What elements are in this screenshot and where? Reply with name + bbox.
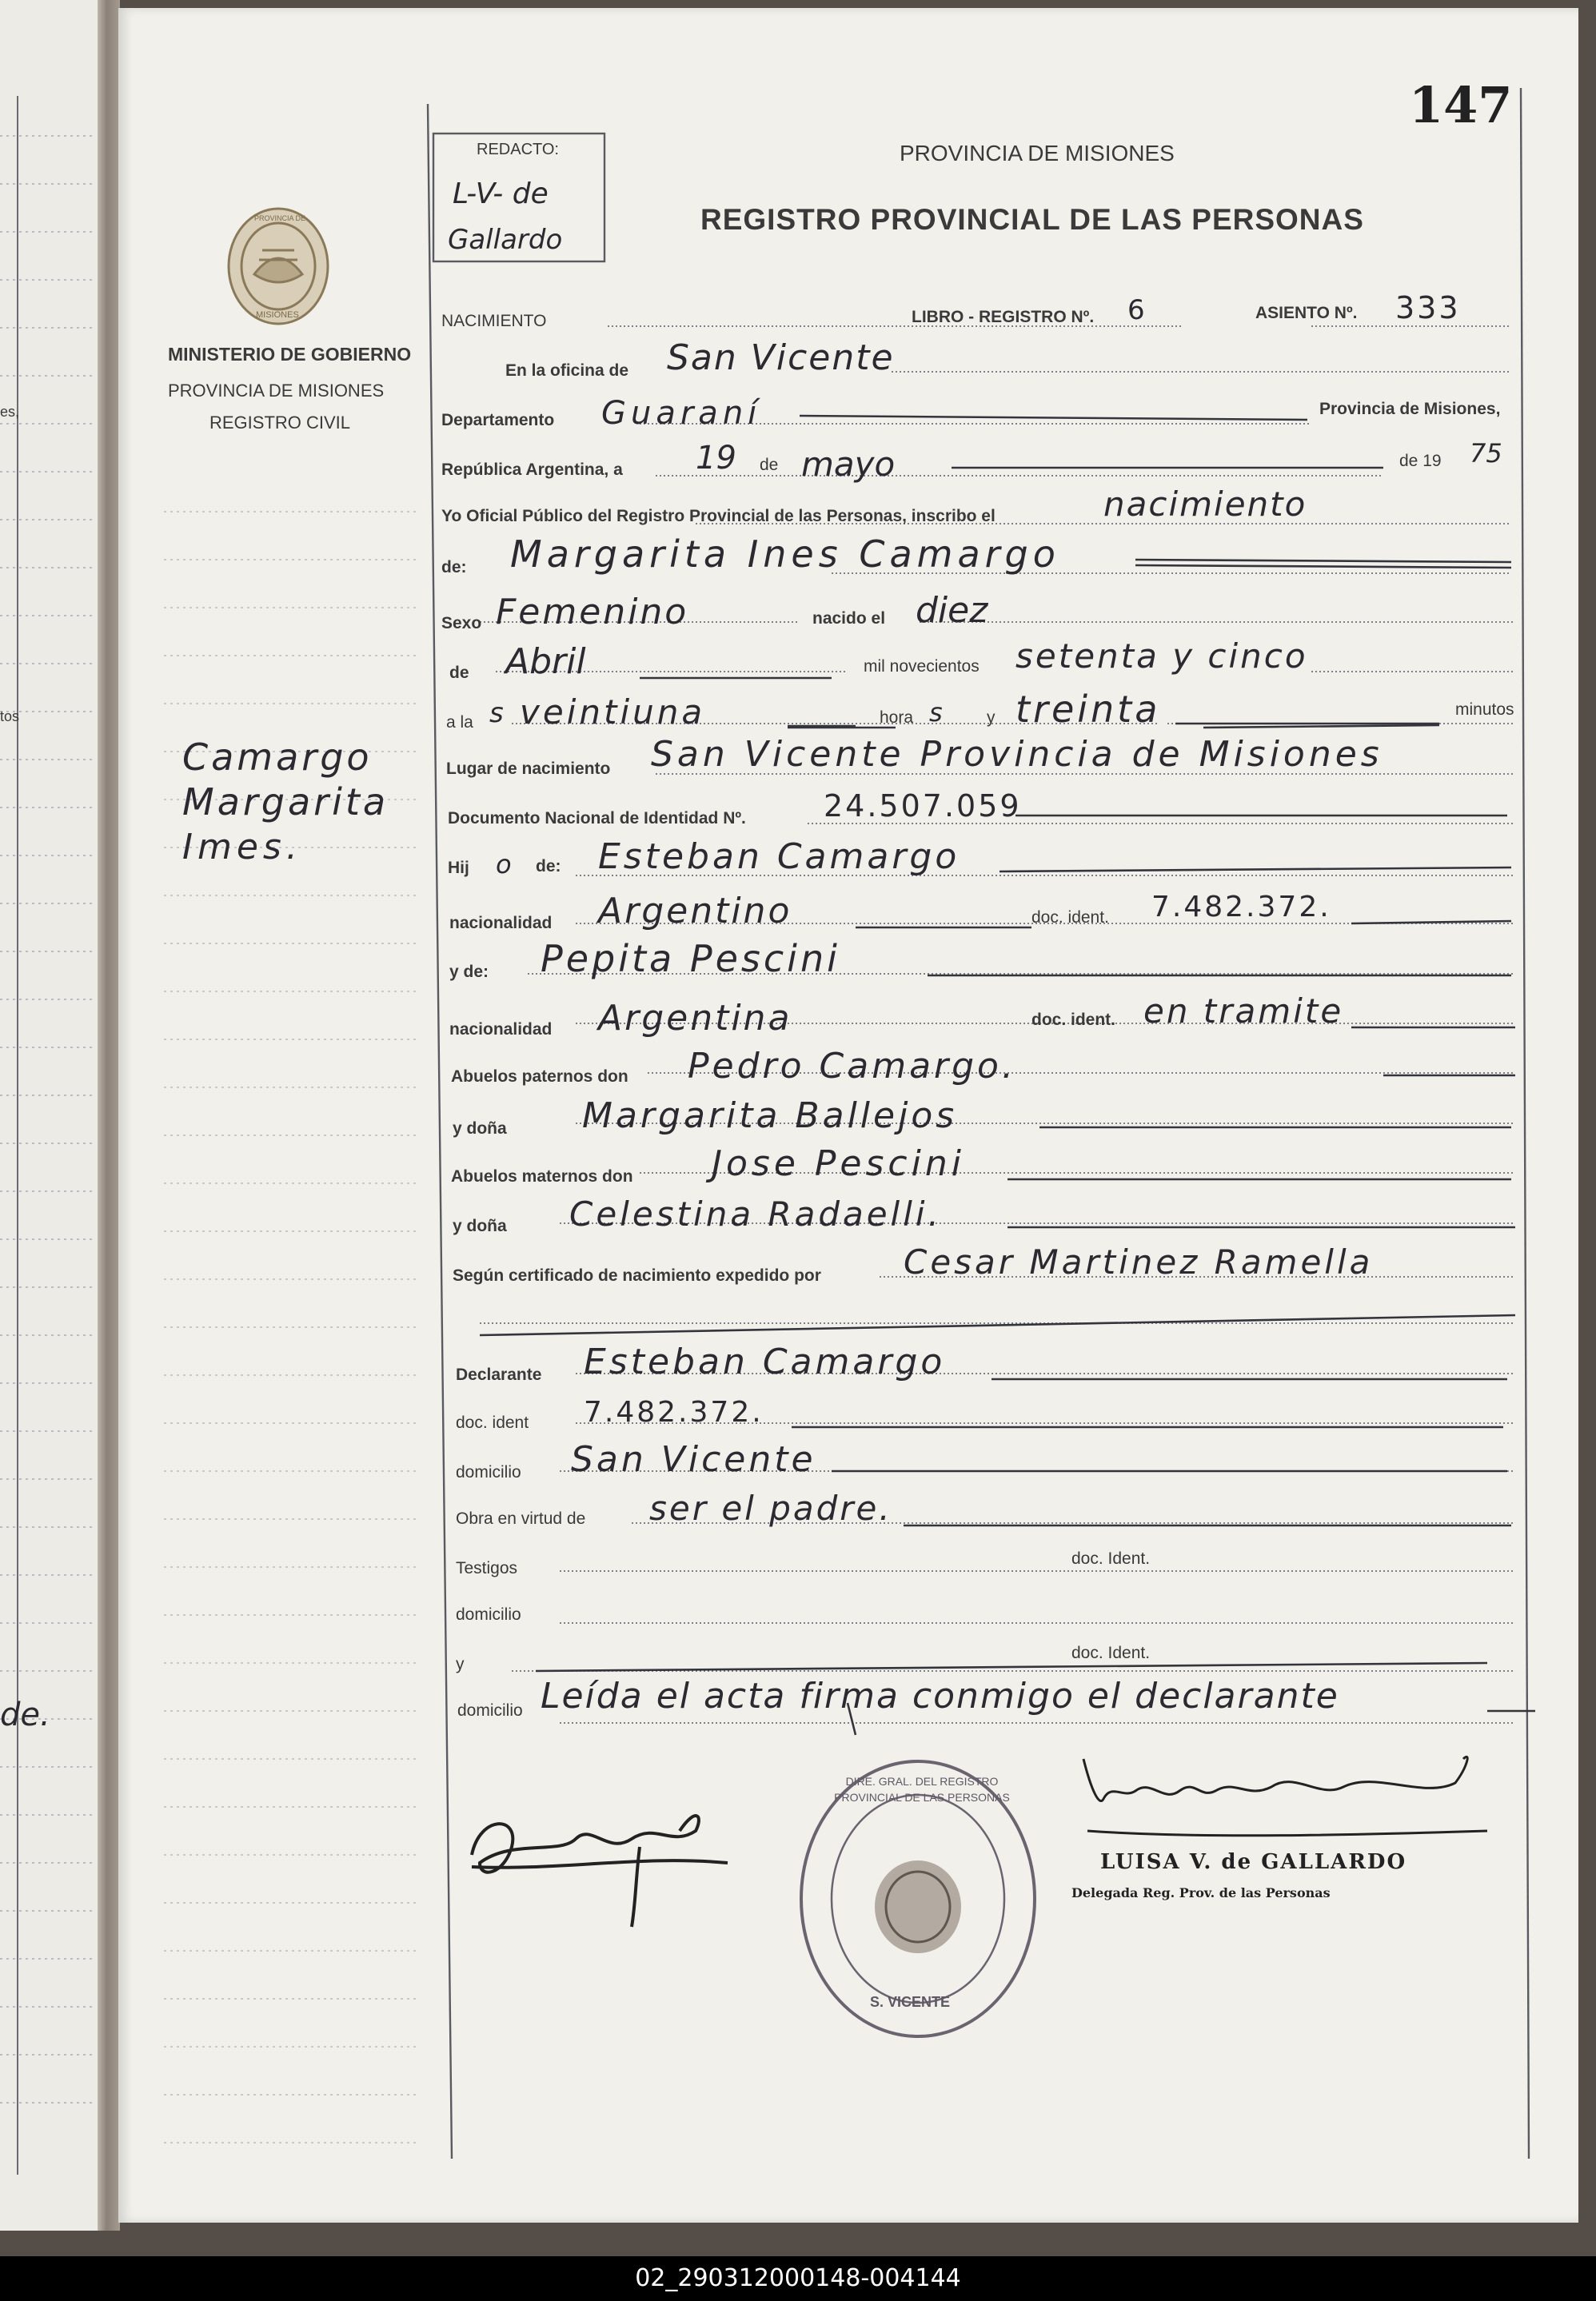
yde-label: y de:: [449, 963, 489, 981]
anio-label: de 19: [1399, 452, 1442, 470]
declarant-signature: [472, 1816, 728, 1927]
nac1-label: nacionalidad: [449, 914, 553, 932]
ydona2-label: y doña: [453, 1217, 507, 1235]
y-label: y: [987, 708, 996, 727]
ministry-line-1: MINISTERIO DE GOBIERNO: [168, 344, 412, 365]
nacimiento-label: NACIMIENTO: [441, 312, 547, 330]
alas-s: s: [489, 697, 504, 729]
libro-value: 6: [1127, 294, 1145, 326]
hijo-o: o: [496, 849, 512, 879]
de-label: de: [760, 456, 779, 474]
footer-id: 02_290312000148-004144: [635, 2264, 961, 2292]
provincia-label: Provincia de Misiones,: [1319, 400, 1501, 418]
alas-label: a la: [446, 713, 473, 732]
seal-text-top: DIRE. GRAL. DEL REGISTRO PROVINCIAL DE LAS PERSONAS: [834, 1775, 1010, 1804]
minutos-value: treinta: [1015, 688, 1161, 731]
margin-note-3: Imes.: [182, 827, 302, 867]
domicilio3-label: domicilio: [457, 1701, 523, 1720]
madre-value: Pepita Pescini: [541, 937, 840, 980]
nac2-value: Argentina: [598, 998, 792, 1039]
form-right-border: [1521, 88, 1529, 2159]
emblem-text-bottom: MISIONES: [256, 310, 299, 320]
mes-value: mayo: [801, 445, 896, 484]
margin-note-1: Camargo: [182, 736, 373, 779]
oficina-value: San Vicente: [667, 337, 895, 378]
nacido-value: diez: [916, 590, 988, 631]
de-persona-label: de:: [441, 558, 467, 576]
lugar-value: San Vicente Provincia de Misiones: [651, 734, 1383, 775]
hijo-label: Hij: [448, 859, 469, 877]
declarante-value: Esteban Camargo: [584, 1342, 946, 1382]
ministry-emblem: [229, 209, 328, 324]
mil-label: mil novecientos: [864, 657, 980, 676]
docident4-label: doc. Ident.: [1071, 1644, 1151, 1662]
ydona1-label: y doña: [453, 1119, 507, 1138]
docident-value: 7.482.372.: [584, 1396, 764, 1429]
sexo-value: Femenino: [496, 592, 689, 632]
obra-label: Obra en virtud de: [456, 1509, 586, 1528]
province-heading: PROVINCIA DE MISIONES: [900, 141, 1175, 165]
departamento-label: Departamento: [441, 411, 555, 429]
domicilio1-label: domicilio: [456, 1463, 521, 1481]
ministry-line-2: PROVINCIA DE MISIONES: [168, 381, 385, 401]
declarante-label: Declarante: [456, 1366, 542, 1384]
redacto-value-1: L-V- de: [453, 177, 549, 210]
hora-value: veintiuna: [520, 692, 706, 732]
departamento-value: Guaraní: [601, 395, 762, 432]
nac2-label: nacionalidad: [449, 1020, 553, 1039]
domicilio2-label: domicilio: [456, 1605, 521, 1624]
margin-note-2: Margarita: [182, 780, 389, 823]
nac1-value: Argentino: [598, 891, 792, 931]
redacto-value-2: Gallardo: [448, 224, 563, 256]
certificado-value: Cesar Martinez Ramella: [904, 1242, 1374, 1282]
obra-value: ser el padre.: [649, 1489, 892, 1528]
left-fragment-3: de.: [0, 1697, 50, 1733]
documento-label: Documento Nacional de Identidad Nº.: [448, 809, 746, 827]
abuelos-mat-label: Abuelos maternos don: [451, 1167, 633, 1186]
lugar-label: Lugar de nacimiento: [446, 760, 611, 778]
registry-heading: REGISTRO PROVINCIAL DE LAS PERSONAS: [700, 203, 1364, 236]
abuela-mat-value: Celestina Radaelli.: [569, 1194, 942, 1234]
docident-label: doc. ident: [456, 1414, 529, 1432]
abuela-pat-value: Margarita Ballejos: [582, 1095, 958, 1136]
left-fragment-1: es,: [0, 404, 20, 420]
inscribo-value: nacimiento: [1103, 485, 1307, 524]
left-fragment-2: tos: [0, 708, 20, 724]
documento-value: 24.507.059: [824, 788, 1022, 823]
de2-label: de: [449, 664, 469, 682]
y3-label: y: [456, 1655, 465, 1673]
certificado-label: Según certificado de nacimiento expedido por: [453, 1266, 821, 1285]
oficial-label: Yo Oficial Público del Registro Provincial de las Personas, inscribo el: [441, 507, 996, 525]
horas-label: hora: [880, 708, 914, 727]
padre-value: Esteban Camargo: [598, 836, 960, 877]
persona-value: Margarita Ines Camargo: [510, 532, 1060, 576]
docident3-label: doc. Ident.: [1071, 1549, 1151, 1568]
leida-value: Leída el acta firma conmigo el declarante: [541, 1676, 1339, 1717]
oficina-label: En la oficina de: [505, 361, 629, 380]
docid2-label: doc. ident.: [1031, 1011, 1115, 1029]
page-number: 147: [1409, 76, 1513, 134]
anio-value: 75: [1470, 438, 1502, 469]
abuelos-pat-label: Abuelos paternos don: [451, 1067, 628, 1086]
dia-value: 19: [696, 440, 736, 477]
docid1-label: doc. ident.: [1031, 908, 1109, 927]
hijo-de-label: de:: [536, 857, 561, 875]
docid1-value: 7.482.372.: [1151, 891, 1331, 923]
abuelo-mat-value: Jose Pescini: [712, 1143, 965, 1184]
horas-s: s: [929, 697, 943, 728]
abuelo-pat-value: Pedro Camargo.: [688, 1046, 1016, 1087]
testigos-label: Testigos: [456, 1559, 518, 1577]
seal-text-bottom: S. VICENTE: [870, 1994, 951, 2010]
libro-label: LIBRO - REGISTRO Nº.: [912, 308, 1095, 326]
official-signature: [1083, 1757, 1487, 1835]
nacido-label: nacido el: [812, 609, 886, 628]
emblem-text-top: PROVINCIA DE: [254, 214, 306, 222]
minutos-label: minutos: [1455, 700, 1514, 719]
left-page-lines: [0, 136, 96, 2103]
asiento-value: 333: [1395, 290, 1461, 325]
republica-label: República Argentina, a: [441, 461, 623, 479]
mes-nac-value: Abril: [505, 641, 586, 682]
domicilio1-value: San Vicente: [571, 1439, 816, 1480]
docid2-value: en tramite: [1143, 991, 1344, 1031]
official-title: Delegada Reg. Prov. de las Personas: [1071, 1885, 1331, 1900]
anio-nac-value: setenta y cinco: [1015, 636, 1308, 676]
official-name: LUISA V. de GALLARDO: [1100, 1850, 1407, 1874]
sexo-label: Sexo: [441, 614, 482, 632]
ministry-line-3: REGISTRO CIVIL: [209, 413, 351, 433]
asiento-label: ASIENTO Nº.: [1255, 304, 1358, 322]
redacto-label: REDACTO:: [477, 141, 559, 158]
